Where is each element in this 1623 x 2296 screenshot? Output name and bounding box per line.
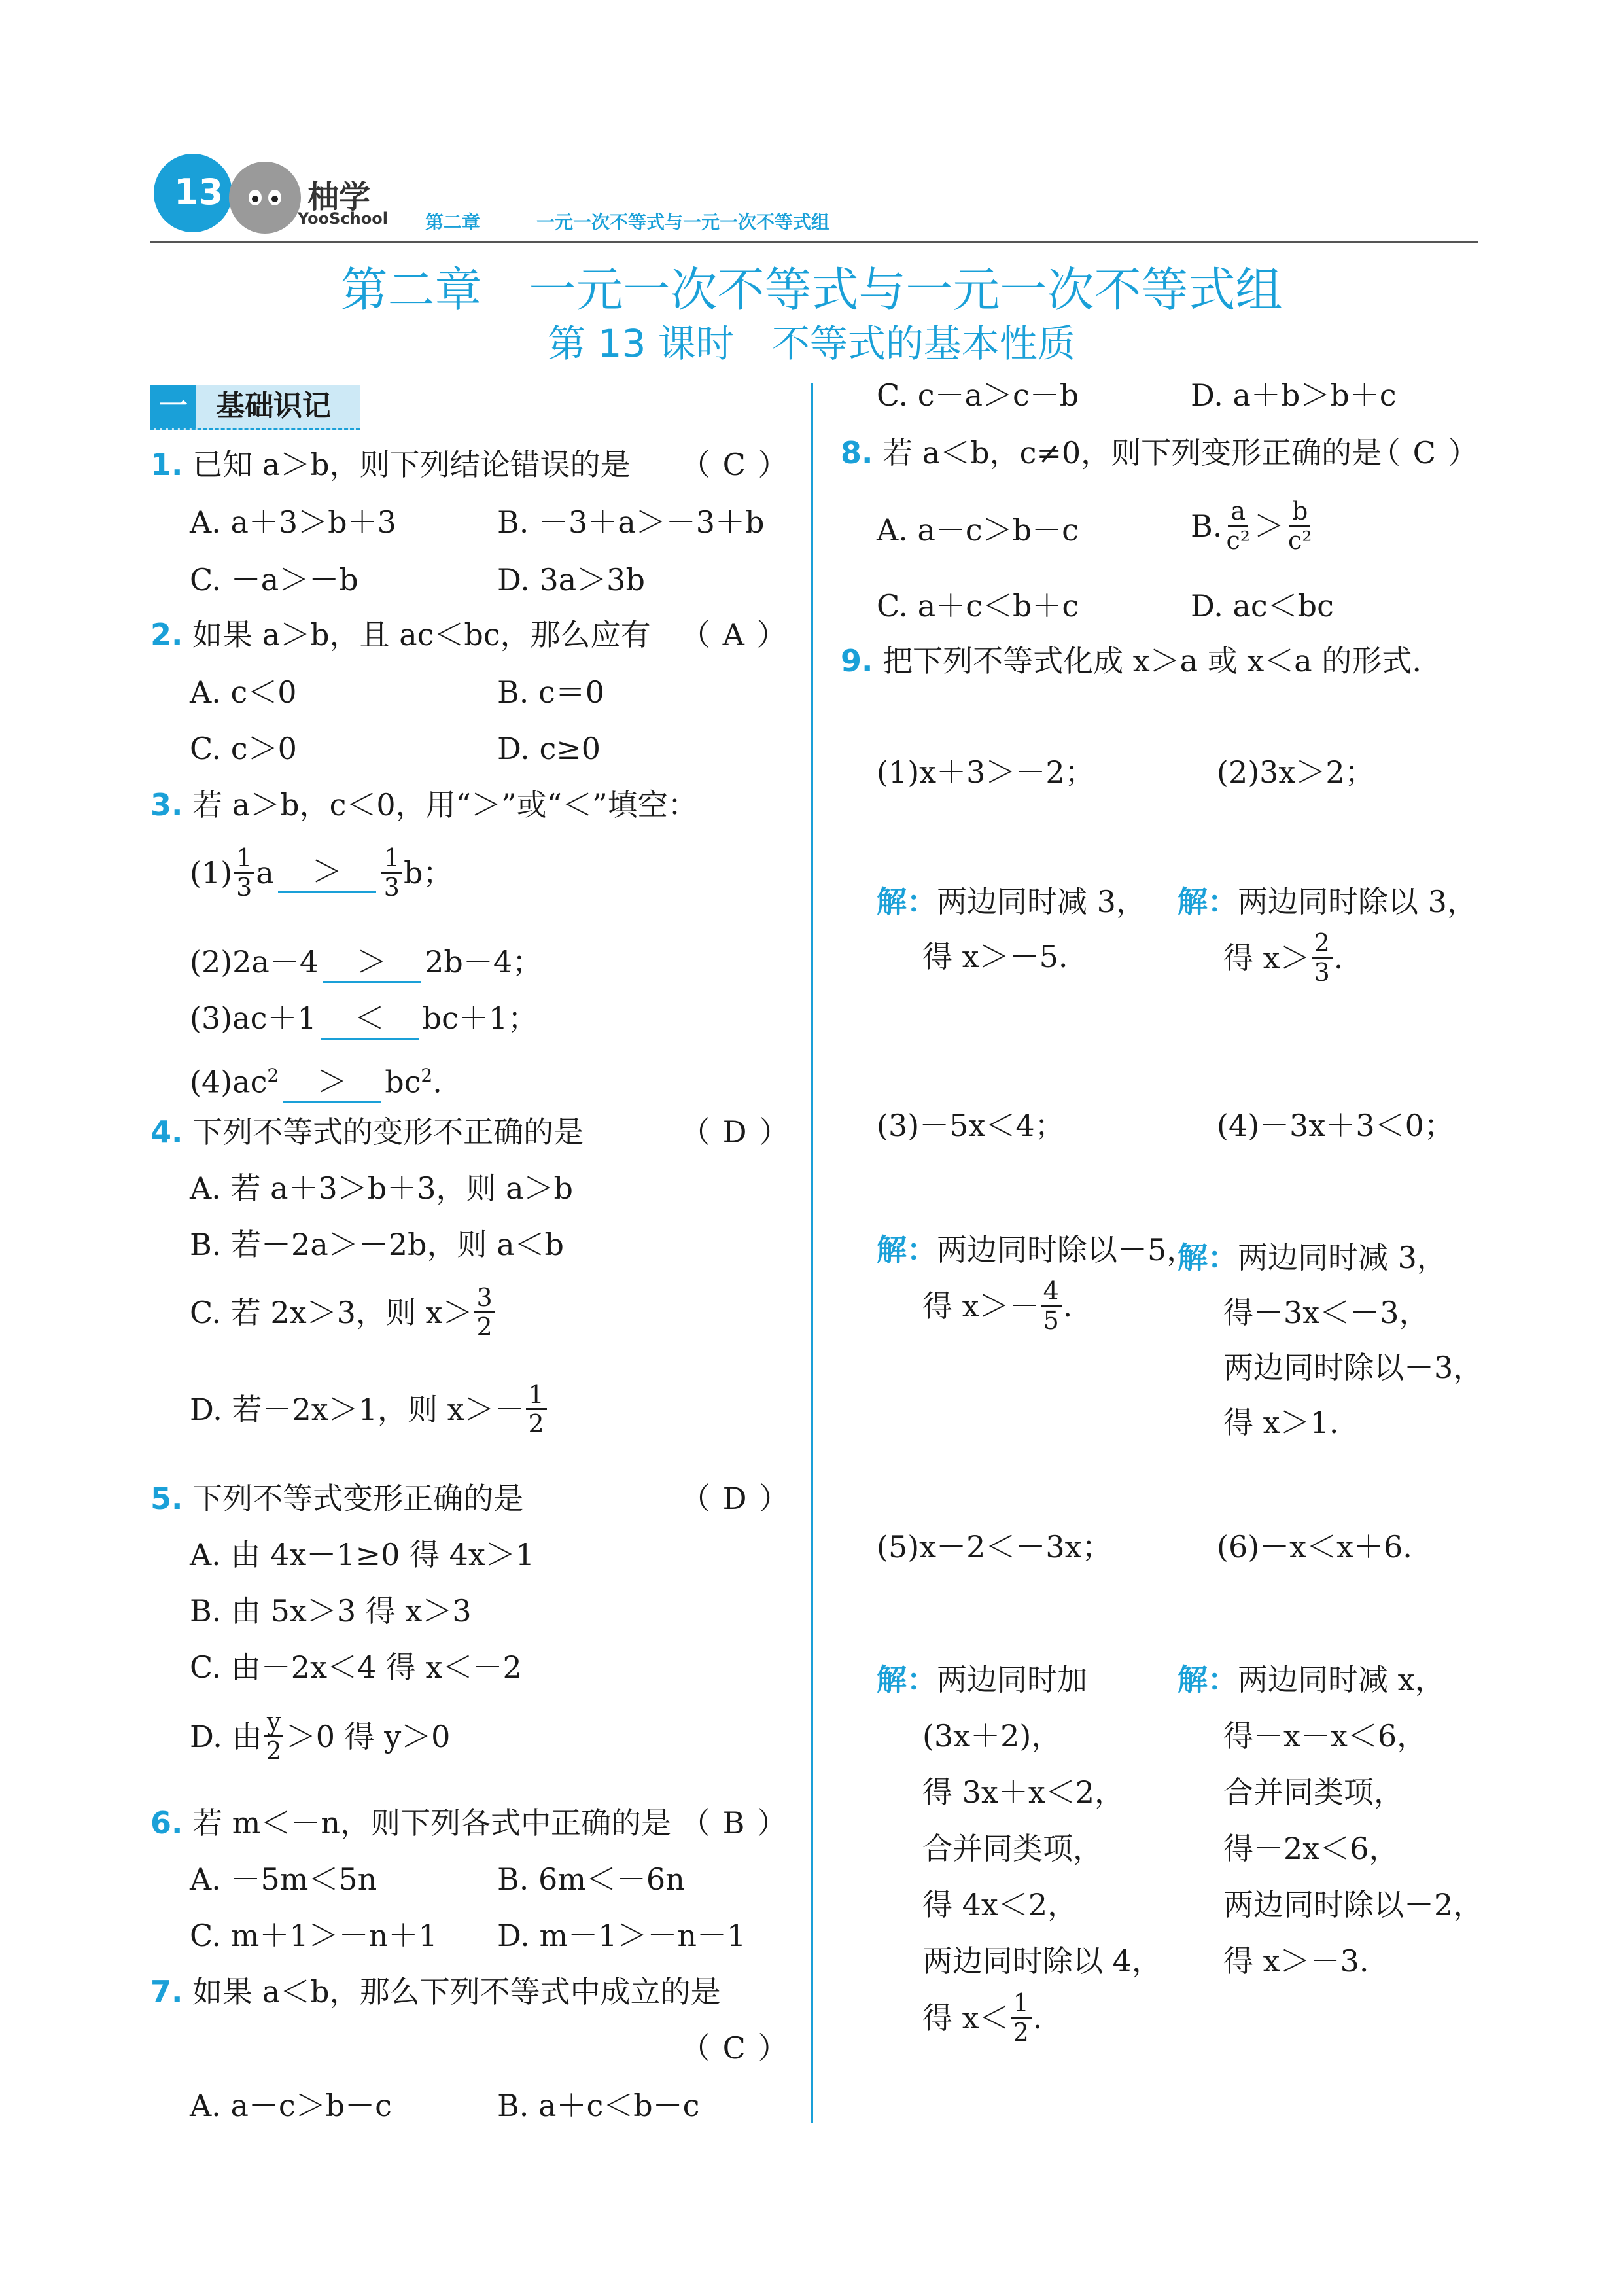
q6-option-a: A. －5m＜5n <box>190 1862 377 1897</box>
q6-option-b: B. 6m＜－6n <box>497 1862 685 1897</box>
q9-number: 9. <box>841 643 873 679</box>
header-chapter: 第二章 <box>425 211 481 233</box>
q7-option-b: B. a＋c＜b－c <box>497 2088 700 2123</box>
q9-solution-1: 解：两边同时减 3， 得 x＞－5. <box>877 884 1146 974</box>
q8-option-b: B. $\frac{a}{\text{c²}}$ ＞ $\frac{b}{\text{c²}}$ <box>1191 497 1316 554</box>
q3-part-2: (2)2a－4 ＞ 2b－4； <box>190 942 542 983</box>
q4-answer: （ D ） <box>680 1114 791 1150</box>
q5-number: 5. <box>150 1481 183 1516</box>
page-number: 13 <box>174 171 224 213</box>
q4-stem: 下列不等式的变形不正确的是 <box>192 1114 584 1150</box>
q9-sub-3: (3)－5x＜4； <box>877 1108 1065 1143</box>
q8-option-c: C. a＋c＜b＋c <box>877 588 1079 624</box>
q6-stem: 若 m＜－n，则下列各式中正确的是 <box>192 1805 671 1841</box>
fraction: $\frac{1}{2}$ <box>526 1381 547 1438</box>
fraction-one-third: $\frac{1}{3}$ <box>381 844 402 901</box>
brand-cn: 柚学 <box>307 179 371 215</box>
fraction: $\frac{b}{\text{c²}}$ <box>1287 497 1312 555</box>
q2-answer: （ A ） <box>680 617 788 652</box>
q5-stem: 下列不等式变形正确的是 <box>192 1481 524 1516</box>
q3-p3-blank: ＜ <box>321 998 419 1040</box>
lesson-title: 第 13 课时 不等式的基本性质 <box>548 321 1075 366</box>
q7-option-d: D. a＋b＞b＋c <box>1191 378 1397 413</box>
q9-solution-6: 解：两边同时减 x， 得－x－x＜6， 合并同类项， 得－2x＜6， 两边同时除以－2， 得 x＞－3. <box>1178 1662 1484 1979</box>
q9-sub-4: (4)－3x＋3＜0； <box>1217 1108 1454 1143</box>
q4-number: 4. <box>150 1114 183 1150</box>
q2-option-c: C. c＞0 <box>190 731 297 766</box>
q1-option-b: B. －3＋a＞－3＋b <box>497 504 765 540</box>
q3-p1-blank: ＞ <box>278 852 376 893</box>
q7-answer: （ C ） <box>680 2030 790 2066</box>
q4-option-a: A. 若 a＋3＞b＋3，则 a＞b <box>190 1171 573 1206</box>
q3-part-1: (1) $\frac{1}{3}$ a ＞ $\frac{1}{3}$ b； <box>190 843 453 902</box>
q4-option-b: B. 若－2a＞－2b，则 a＜b <box>190 1227 564 1262</box>
section-badge-number: 一 <box>150 385 196 428</box>
q5-option-c: C. 由－2x＜4 得 x＜－2 <box>190 1650 522 1685</box>
q8-option-a: A. a－c＞b－c <box>877 512 1079 548</box>
q1-number: 1. <box>150 447 183 482</box>
q5-option-a: A. 由 4x－1≥0 得 4x＞1 <box>190 1537 535 1572</box>
q9-sub-5: (5)x－2＜－3x； <box>877 1529 1112 1564</box>
fraction: $\frac{3}{2}$ <box>474 1284 495 1341</box>
q3-part-3: (3)ac＋1 ＜ bc＋1； <box>190 998 538 1040</box>
q6-answer: （ B ） <box>680 1805 789 1841</box>
q1-option-a: A. a＋3＞b＋3 <box>190 504 396 540</box>
q4-option-c: C. 若 2x＞3，则 x＞ $\frac{3}{2}$ <box>190 1284 497 1341</box>
q9-solution-5: 解：两边同时加 (3x＋2)， 得 3x＋x＜2， 合并同类项， 得 4x＜2， 两边同时除以 4， 得 x＜ $\frac{1}{2}$ . <box>877 1662 1162 2047</box>
q7-option-a: A. a－c＞b－c <box>190 2088 392 2123</box>
q7-option-c: C. c－a＞c－b <box>877 378 1079 413</box>
q9-solution-4: 解：两边同时减 3， 得－3x＜－3， 两边同时除以－3， 得 x＞1. <box>1178 1240 1484 1440</box>
q2-option-a: A. c＜0 <box>190 675 297 710</box>
q8-stem: 若 a＜b，c≠0，则下列变形正确的是 <box>882 435 1382 470</box>
header-chapter-subtitle: 一元一次不等式与一元一次不等式组 <box>536 211 830 233</box>
fraction: $\frac{1}{2}$ <box>1011 1989 1032 2046</box>
column-divider <box>811 383 813 2123</box>
header-rule <box>150 241 1478 243</box>
q9-stem: 把下列不等式化成 x＞a 或 x＜a 的形式. <box>882 643 1422 679</box>
q9-sub-1: (1)x＋3＞－2； <box>877 754 1095 790</box>
mascot-icon <box>229 162 301 234</box>
q9-sub-2: (2)3x＞2； <box>1217 754 1375 790</box>
q3-part-4: $(4)ac^2 > bc^2$. <box>190 1056 442 1103</box>
q7-number: 7. <box>150 1974 183 2009</box>
q3-number: 3. <box>150 787 183 822</box>
fraction-one-third: $\frac{1}{3}$ <box>234 844 254 901</box>
q6-option-c: C. m＋1＞－n＋1 <box>190 1918 438 1953</box>
q2-stem: 如果 a＞b，且 ac＜bc，那么应有 <box>192 617 651 652</box>
q3-stem: 若 a＞b，c＜0，用“＞”或“＜”填空： <box>192 787 698 822</box>
fraction: $\frac{2}{3}$ <box>1312 929 1333 986</box>
q1-stem: 已知 a＞b，则下列结论错误的是 <box>192 447 631 482</box>
q9-solution-2: 解：两边同时除以 3， 得 x＞ $\frac{2}{3}$ . <box>1178 884 1477 987</box>
q1-answer: （ C ） <box>680 447 790 482</box>
q2-number: 2. <box>150 617 183 652</box>
q2-option-d: D. c≥0 <box>497 731 601 766</box>
q7-stem: 如果 a＜b，那么下列不等式中成立的是 <box>192 1974 721 2009</box>
fraction: $\frac{4}{5}$ <box>1041 1277 1062 1334</box>
q5-option-d: D. 由 $\frac{y}{2}$ ＞0 得 y＞0 <box>190 1707 451 1765</box>
q6-number: 6. <box>150 1805 183 1841</box>
q9-solution-3: 解：两边同时除以－5， 得 x＞－ $\frac{4}{5}$ . <box>877 1232 1197 1335</box>
q5-answer: （ D ） <box>680 1481 791 1516</box>
q6-option-d: D. m－1＞－n－1 <box>497 1918 746 1953</box>
brand-en: YooSchool <box>298 209 388 228</box>
q1-option-d: D. 3a＞3b <box>497 562 645 597</box>
q8-answer: （ C ） <box>1370 435 1480 470</box>
q1-option-c: C. －a＞－b <box>190 562 358 597</box>
q3-p4-blank: ＞ <box>283 1062 381 1103</box>
q2-option-b: B. c＝0 <box>497 675 605 710</box>
q8-number: 8. <box>841 435 873 470</box>
q8-option-d: D. ac＜bc <box>1191 588 1334 624</box>
q4-option-d: D. 若－2x＞1，则 x＞－ $\frac{1}{2}$ <box>190 1381 548 1438</box>
section-label: 基础识记 <box>216 389 331 423</box>
fraction: $\frac{y}{2}$ <box>264 1708 285 1765</box>
q9-sub-6: (6)－x＜x＋6. <box>1217 1529 1412 1564</box>
q3-p2-blank: ＞ <box>323 942 421 983</box>
q5-option-b: B. 由 5x＞3 得 x＞3 <box>190 1593 472 1629</box>
fraction: $\frac{a}{\text{c²}}$ <box>1226 497 1250 555</box>
chapter-title: 第二章 一元一次不等式与一元一次不等式组 <box>340 262 1283 317</box>
